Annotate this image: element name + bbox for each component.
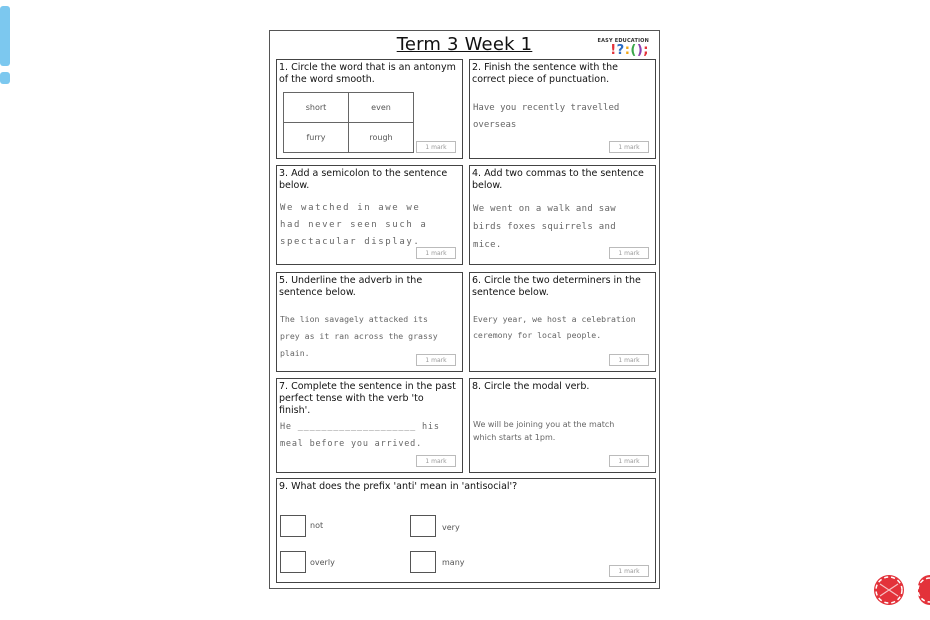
option-short[interactable]: short bbox=[284, 93, 349, 123]
worksheet bbox=[269, 30, 660, 589]
decorative-ball-icon bbox=[874, 575, 904, 605]
option-many: many bbox=[442, 558, 465, 567]
option-not: not bbox=[310, 521, 324, 530]
sentence-line: The lion savagely attacked its bbox=[280, 314, 428, 324]
question-8-sentence bbox=[473, 418, 649, 444]
question-7-sentence bbox=[280, 419, 456, 453]
question-9-prompt: 9. What does the prefix 'anti' mean in 'antisocial'? bbox=[279, 481, 518, 492]
sentence-line: He ____________________ his bbox=[280, 422, 440, 432]
sentence-line: Every year, we host a celebration bbox=[473, 314, 636, 324]
question-3 bbox=[276, 165, 463, 265]
question-4-sentence bbox=[473, 200, 649, 254]
mark-badge: 1 mark bbox=[609, 354, 649, 366]
sentence-line: We went on a walk and saw bbox=[473, 204, 616, 214]
question-7 bbox=[276, 378, 463, 473]
sentence-line: which starts at 1pm. bbox=[473, 433, 556, 442]
question-6 bbox=[469, 272, 656, 372]
question-4-prompt: 4. Add two commas to the sentence below. bbox=[472, 168, 644, 191]
checkbox-very[interactable] bbox=[410, 515, 436, 537]
mark-badge: 1 mark bbox=[609, 455, 649, 467]
mark-badge: 1 mark bbox=[609, 565, 649, 577]
mark-badge: 1 mark bbox=[416, 354, 456, 366]
question-2-sentence bbox=[473, 100, 649, 134]
logo-symbols: !?:(); bbox=[610, 43, 649, 58]
question-3-sentence bbox=[280, 200, 456, 251]
question-6-prompt: 6. Circle the two determiners in the sentence below. bbox=[472, 275, 641, 298]
question-3-prompt: 3. Add a semicolon to the sentence below. bbox=[279, 168, 448, 191]
sentence-line: spectacular display. bbox=[280, 237, 421, 247]
sentence-line: We will be joining you at the match bbox=[473, 420, 615, 429]
sentence-line: overseas bbox=[473, 120, 517, 130]
sentence-line: meal before you arrived. bbox=[280, 439, 423, 449]
sentence-line: birds foxes squirrels and bbox=[473, 222, 616, 232]
mark-badge: 1 mark bbox=[416, 455, 456, 467]
question-2 bbox=[469, 59, 656, 159]
question-2-prompt: 2. Finish the sentence with the correct piece of punctuation. bbox=[472, 62, 619, 85]
mark-badge: 1 mark bbox=[416, 141, 456, 153]
option-overly: overly bbox=[310, 558, 335, 567]
option-rough[interactable]: rough bbox=[349, 123, 414, 153]
question-7-prompt: 7. Complete the sentence in the past perfect tense with the verb 'to finish'. bbox=[279, 381, 456, 416]
option-very: very bbox=[442, 523, 460, 532]
checkbox-many[interactable] bbox=[410, 551, 436, 573]
question-8 bbox=[469, 378, 656, 473]
question-5 bbox=[276, 272, 463, 372]
sentence-line: mice. bbox=[473, 240, 502, 250]
option-furry[interactable]: furry bbox=[284, 123, 349, 153]
sentence-line: plain. bbox=[280, 348, 310, 358]
decorative-ball-icon bbox=[918, 575, 930, 605]
mark-badge: 1 mark bbox=[609, 141, 649, 153]
question-1-prompt: 1. Circle the word that is an antonym of the word smooth. bbox=[279, 62, 456, 85]
question-5-prompt: 5. Underline the adverb in the sentence below. bbox=[279, 275, 423, 298]
question-6-sentence bbox=[473, 311, 649, 343]
worksheet-title: Term 3 Week 1 bbox=[396, 34, 533, 55]
sentence-line: We watched in awe we bbox=[280, 203, 421, 213]
sentence-line: Have you recently travelled bbox=[473, 103, 620, 113]
sentence-line: prey as it ran across the grassy bbox=[280, 331, 438, 341]
mark-badge: 1 mark bbox=[609, 247, 649, 259]
sentence-line: ceremony for local people. bbox=[473, 330, 602, 340]
sentence-line: had never seen such a bbox=[280, 220, 428, 230]
option-even[interactable]: even bbox=[349, 93, 414, 123]
question-1 bbox=[276, 59, 463, 159]
question-4 bbox=[469, 165, 656, 265]
logo-text: EASY EDUCATION bbox=[597, 38, 649, 44]
decorative-stripe bbox=[0, 6, 14, 84]
checkbox-not[interactable] bbox=[280, 515, 306, 537]
question-8-prompt: 8. Circle the modal verb. bbox=[472, 381, 590, 392]
antonym-options bbox=[283, 92, 414, 153]
easy-education-logo bbox=[597, 38, 649, 60]
question-9 bbox=[276, 478, 656, 583]
checkbox-overly[interactable] bbox=[280, 551, 306, 573]
mark-badge: 1 mark bbox=[416, 247, 456, 259]
